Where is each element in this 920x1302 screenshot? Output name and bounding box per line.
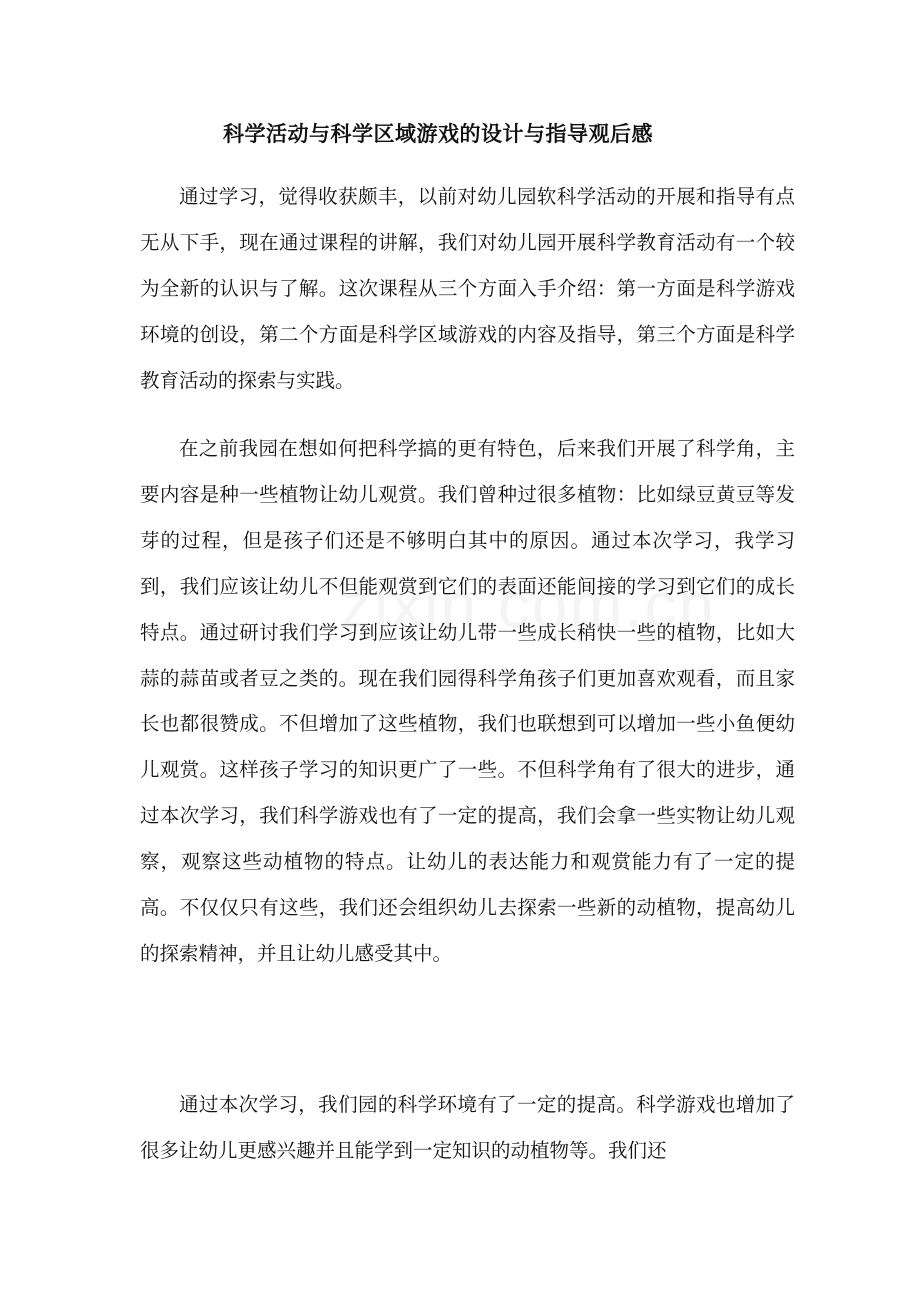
paragraph-2: 在之前我园在想如何把科学搞的更有特色，后来我们开展了科学角，主要内容是种一些植物让幼儿观赏。我们曾种过很多植物：比如绿豆黄豆等发芽的过程，但是孩子们还是不够明白其中的原因。通过本次学习，我学习到，我们应该让幼儿不但能观赏到它们的表面还能间接的学习到它们的成长特点。通过研讨我们学习到应该让幼儿带一些成长稍快一些的植物，比如大蒜的蒜苗或者豆之类的。现在我们园得科学角孩子们更加喜欢观看，而且家长也都很赞成。不但增加了这些植物，我们也联想到可以增加一些小鱼便幼儿观赏。这样孩子学习的知识更广了一些。不但科学角有了很大的进步，通过本次学习，我们科学游戏也有了一定的提高，我们会拿一些实物让幼儿观察，观察这些动植物的特点。让幼儿的表达能力和观赏能力有了一定的提高。不仅仅只有这些，我们还会组织幼儿去探索一些新的动植物，提高幼儿的探索精神，并且让幼儿感受其中。 xyxy=(140,437,795,965)
paragraph-3: 通过本次学习，我们园的科学环境有了一定的提高。科学游戏也增加了很多让幼儿更感兴趣并且能学到一定知识的动植物等。我们还 xyxy=(140,1093,795,1162)
document-title: 科学活动与科学区域游戏的设计与指导观后感 xyxy=(223,121,653,146)
paragraph-1: 通过学习，觉得收获颇丰，以前对幼儿园软科学活动的开展和指导有点无从下手，现在通过课程的讲解，我们对幼儿园开展科学教育活动有一个较为全新的认识与了解。这次课程从三个方面入手介绍：第一方面是科学游戏环境的创设，第二个方面是科学区域游戏的内容及指导，第三个方面是科学教育活动的探索与实践。 xyxy=(140,185,795,392)
